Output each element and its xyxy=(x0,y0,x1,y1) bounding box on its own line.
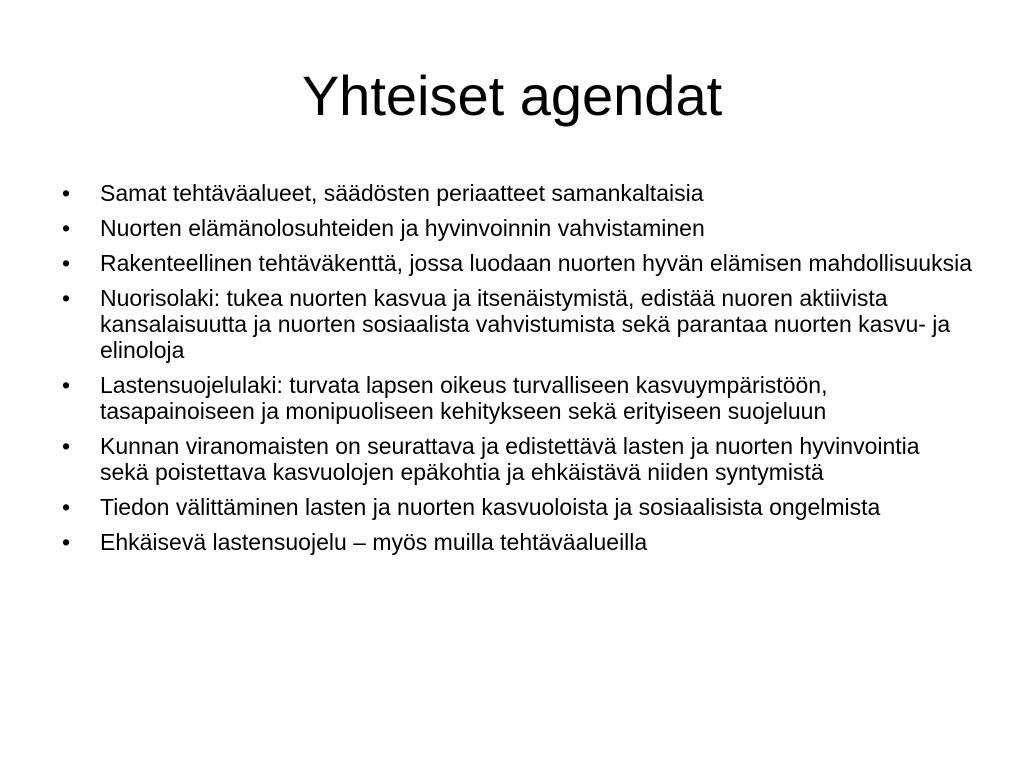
slide-title: Yhteiset agendat xyxy=(301,64,723,127)
bullet-item xyxy=(62,285,972,363)
bullet-text: Nuorten elämänolosuhteiden ja hyvinvoinnin vahvistaminen xyxy=(100,215,705,241)
bullet-dot-icon: • xyxy=(62,215,71,241)
bullet-item xyxy=(62,494,972,520)
bullet-text: Rakenteellinen tehtäväkenttä, jossa luodaan nuorten hyvän elämisen mahdollisuuksia xyxy=(100,250,973,276)
bullet-dot-icon: • xyxy=(62,180,71,206)
bullet-item xyxy=(62,215,972,241)
bullet-list xyxy=(62,180,972,564)
bullet-text: Nuorisolaki: tukea nuorten kasvua ja itsenäistymistä, edistää nuoren aktiivista kansalaisuutta ja nuorten sosiaalista vahvistumista sekä parantaa nuorten kasvu- ja elinoloja xyxy=(100,285,951,363)
bullet-dot-icon: • xyxy=(62,285,71,311)
bullet-item xyxy=(62,372,972,424)
bullet-dot-icon: • xyxy=(62,529,71,555)
bullet-text: Lastensuojelulaki: turvata lapsen oikeus turvalliseen kasvuympäristöön, tasapainoiseen ja monipuoliseen kehitykseen sekä erityiseen suojeluun xyxy=(100,372,828,424)
bullet-text: Ehkäisevä lastensuojelu – myös muilla tehtäväalueilla xyxy=(100,529,648,555)
bullet-item xyxy=(62,529,972,555)
bullet-item xyxy=(62,433,972,485)
bullet-text: Tiedon välittäminen lasten ja nuorten kasvuoloista ja sosiaalisista ongelmista xyxy=(100,494,881,520)
bullet-item xyxy=(62,250,972,276)
bullet-dot-icon: • xyxy=(62,494,71,520)
bullet-item xyxy=(62,180,972,206)
bullet-dot-icon: • xyxy=(62,433,71,459)
bullet-dot-icon: • xyxy=(62,250,71,276)
bullet-dot-icon: • xyxy=(62,372,71,398)
bullet-text: Samat tehtäväalueet, säädösten periaatteet samankaltaisia xyxy=(100,180,704,206)
bullet-text: Kunnan viranomaisten on seurattava ja edistettävä lasten ja nuorten hyvinvointia sekä poistettava kasvuolojen epäkohtia ja ehkäistävä niiden syntymistä xyxy=(100,433,920,485)
